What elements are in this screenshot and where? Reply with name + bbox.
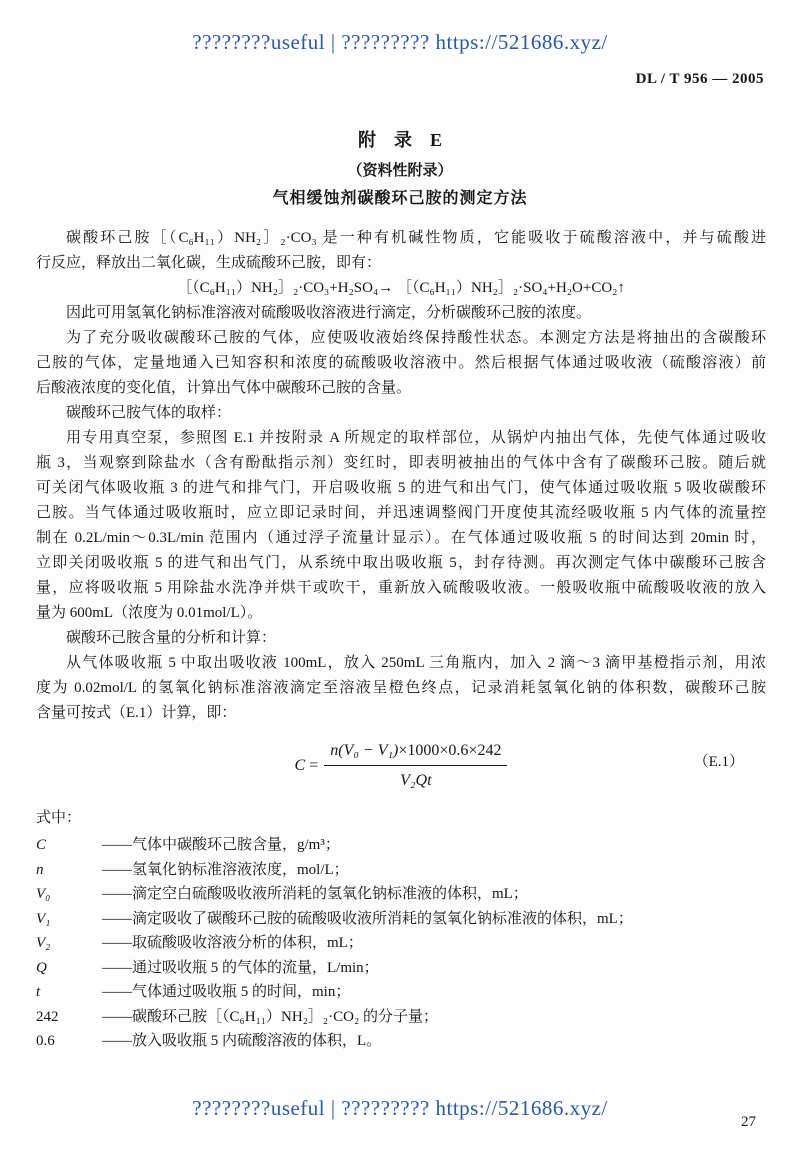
paragraph-line: 制在 0.2L/min～0.3L/min 范围内（通过浮子流量计显示）。在气体通过吸收瓶 5 的时间达到 20min 时， xyxy=(36,530,766,546)
page-number: 27 xyxy=(741,1114,756,1130)
section-label-sampling: 碳酸环己胺气体的取样： xyxy=(66,405,232,421)
appendix-heading: 气相缓蚀剂碳酸环己胺的测定方法 xyxy=(272,190,528,207)
title-block xyxy=(0,126,800,208)
formula-label: （E.1） xyxy=(693,754,744,770)
paragraph-line: 量，应将吸收瓶 5 用除盐水洗净并烘干或吹干，重新放入硫酸吸收液。一般吸收瓶中硫酸吸收液的放入 xyxy=(36,580,766,596)
appendix-subtitle: （资料性附录） xyxy=(347,163,453,179)
numerator: n(V₀ − V₁)×1000×0.6×242 xyxy=(324,738,507,766)
body-text xyxy=(36,226,766,1054)
definition-symbol: V₀ xyxy=(36,886,51,902)
definition-text: ——放入吸收瓶 5 内硫酸溶液的体积，L。 xyxy=(102,1033,382,1049)
paragraph-line: 立即关闭吸收瓶 5 的进气和出气门，从系统中取出吸收瓶 5，封存待测。再次测定气体中碳酸环己胺含 xyxy=(36,555,766,571)
paragraph-line: 己胺的气体，定量地通入已知容积和浓度的硫酸吸收溶液中。然后根据气体通过吸收液（硫酸溶液）前 xyxy=(36,355,766,371)
definition-text: ——气体通过吸收瓶 5 的时间，min； xyxy=(102,984,351,1000)
definition-text: ——碳酸环己胺［（C₆H₁₁）NH₂］₂·CO₂ 的分子量； xyxy=(102,1008,438,1025)
footer-watermark: ????????useful | ????????? https://521686.xyz/ xyxy=(192,1096,608,1120)
paragraph-line: 为了充分吸收碳酸环己胺的气体，应使吸收液始终保持酸性状态。本测定方法是将抽出的含碳酸环 xyxy=(66,330,766,346)
paragraph-line: 含量可按式（E.1）计算，即： xyxy=(36,705,237,721)
paragraph-line: 后酸液浓度的变化值，计算出气体中碳酸环己胺的含量。 xyxy=(36,380,412,396)
formula-e1 xyxy=(36,738,766,796)
definition-symbol: 0.6 xyxy=(36,1033,55,1049)
definition-item xyxy=(36,907,766,932)
formula-expression xyxy=(36,738,766,793)
definition-symbol: t xyxy=(36,984,41,1000)
definition-item xyxy=(36,980,766,1005)
chemical-equation: ［（C₆H₁₁）NH₂］₂·CO₃+H₂SO₄→ ［（C₆H₁₁）NH₂］₂·SO₄+H₂O+CO₂↑ xyxy=(177,280,625,296)
header-watermark: ????????useful | ????????? https://521686.xyz/ xyxy=(192,30,608,54)
paragraph-line: 瓶 3，当观察到除盐水（含有酚酞指示剂）变红时，即表明被抽出的气体中含有了碳酸环己胺。随后就 xyxy=(36,455,766,471)
section-label-analysis: 碳酸环己胺含量的分析和计算： xyxy=(66,630,277,646)
definition-item xyxy=(36,1029,766,1054)
appendix-title: 附 录 E xyxy=(357,130,442,150)
paragraph-line: 可关闭气体吸收瓶 3 的进气和排气门，开启吸收瓶 5 的进气和出气门，使气体通过吸收瓶 5 吸收碳酸环 xyxy=(36,480,766,496)
definitions-list xyxy=(36,833,766,1054)
definition-text: ——滴定吸收了碳酸环己胺的硫酸吸收液所消耗的氢氧化钠标准液的体积，mL； xyxy=(102,910,633,927)
definition-text: ——氢氧化钠标准溶液浓度，mol/L； xyxy=(102,861,349,878)
paragraph-line: 因此可用氢氧化钠标准溶液对硫酸吸收溶液进行滴定，分析碳酸环己胺的浓度。 xyxy=(66,305,592,321)
paragraph-line: 量为 600mL（浓度为 0.01mol/L）。 xyxy=(36,605,263,621)
definition-text: ——取硫酸吸收溶液分析的体积，mL； xyxy=(102,935,363,951)
definition-text: ——通过吸收瓶 5 的气体的流量，L/min； xyxy=(102,959,379,976)
paragraph-line: 从气体吸收瓶 5 中取出吸收液 100mL，放入 250mL 三角瓶内，加入 2 滴～3 滴甲基橙指示剂，用浓 xyxy=(66,655,766,671)
paragraph-line: 行反应，释放出二氧化碳，生成硫酸环己胺，即有： xyxy=(36,255,382,271)
denominator: V₂Qt xyxy=(400,772,432,789)
definition-text: ——滴定空白硫酸吸收液所消耗的氢氧化钠标准液的体积，mL； xyxy=(102,886,528,902)
where-label: 式中： xyxy=(36,810,82,826)
definition-symbol: n xyxy=(36,861,44,878)
paragraph-line: 度为 0.02mol/L 的氢氧化钠标准溶液滴定至溶液呈橙色终点，记录消耗氢氧化钠的体积数，碳酸环己胺 xyxy=(36,680,766,696)
definition-symbol: 242 xyxy=(36,1008,59,1025)
definition-item xyxy=(36,882,766,907)
definition-text: ——气体中碳酸环己胺含量，g/m³； xyxy=(102,837,340,853)
fraction xyxy=(324,738,507,793)
definition-item xyxy=(36,1005,766,1030)
definition-symbol: Q xyxy=(36,959,47,976)
definition-symbol: V₁ xyxy=(36,910,51,927)
paragraph-line: 碳酸环己胺［（C₆H₁₁）NH₂］₂·CO₃ 是一种有机碱性物质，它能吸收于硫酸溶液中，并与硫酸进 xyxy=(66,230,766,246)
definition-symbol: V₂ xyxy=(36,935,51,951)
definition-symbol: C xyxy=(36,837,47,853)
paragraph-line: 己胺。当气体通过吸收瓶时，应立即记录时间，并迅速调整阀门开度使其流经吸收瓶 5 内气体的流量控 xyxy=(36,505,766,521)
formula-lhs: C = xyxy=(294,757,319,774)
standard-code: DL / T 956 — 2005 xyxy=(635,71,764,87)
definition-item xyxy=(36,833,766,858)
definition-item xyxy=(36,931,766,956)
definition-item xyxy=(36,858,766,883)
definition-item xyxy=(36,956,766,981)
paragraph-line: 用专用真空泵，参照图 E.1 并按附录 A 所规定的取样部位，从锅炉内抽出气体，先使气体通过吸收 xyxy=(66,430,766,446)
